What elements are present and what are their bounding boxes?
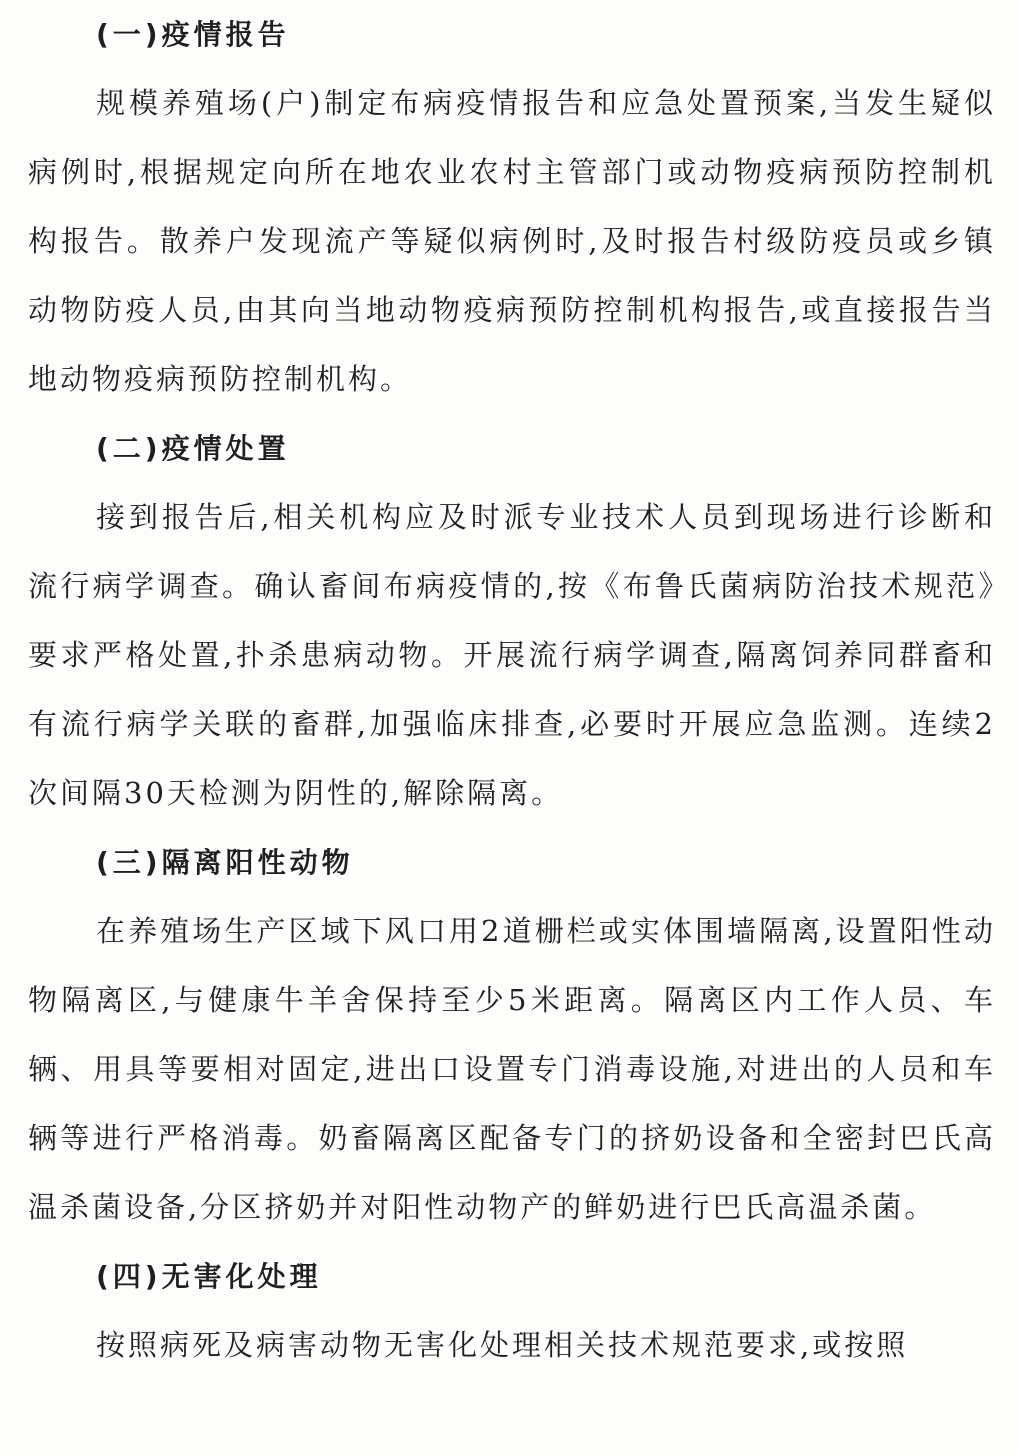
section-heading: (二)疫情处置 [96, 432, 290, 465]
section-heading: (一)疫情报告 [96, 18, 290, 51]
section-harmless-treatment [28, 1242, 996, 1380]
section-epidemic-handling [28, 414, 996, 828]
section-epidemic-report [28, 0, 996, 414]
section-body: 在养殖场生产区域下风口用2道栅栏或实体围墙隔离,设置阳性动物隔离区,与健康牛羊舍保持至少5米距离。隔离区内工作人员、车辆、用具等要相对固定,进出口设置专门消毒设施,对进出的人员和车辆等进行严格消毒。奶畜隔离区配备专门的挤奶设备和全密封巴氏高温杀菌设备,分区挤奶并对阳性动物产的鲜奶进行巴氏高温杀菌。 [28, 914, 996, 1224]
section-body: 规模养殖场(户)制定布病疫情报告和应急处置预案,当发生疑似病例时,根据规定向所在地农业农村主管部门或动物疫病预防控制机构报告。散养户发现流产等疑似病例时,及时报告村级防疫员或乡镇动物防疫人员,由其向当地动物疫病预防控制机构报告,或直接报告当地动物疫病预防控制机构。 [28, 86, 996, 396]
section-isolate-positive-animals [28, 828, 996, 1242]
section-body: 按照病死及病害动物无害化处理相关技术规范要求,或按照 [96, 1328, 909, 1362]
section-heading: (三)隔离阳性动物 [96, 846, 354, 879]
section-heading: (四)无害化处理 [96, 1260, 322, 1293]
section-body: 接到报告后,相关机构应及时派专业技术人员到现场进行诊断和流行病学调查。确认畜间布病疫情的,按《布鲁氏菌病防治技术规范》要求严格处置,扑杀患病动物。开展流行病学调查,隔离饲养同群畜和有流行病学关联的畜群,加强临床排查,必要时开展应急监测。连续2次间隔30天检测为阴性的,解除隔离。 [28, 500, 996, 810]
